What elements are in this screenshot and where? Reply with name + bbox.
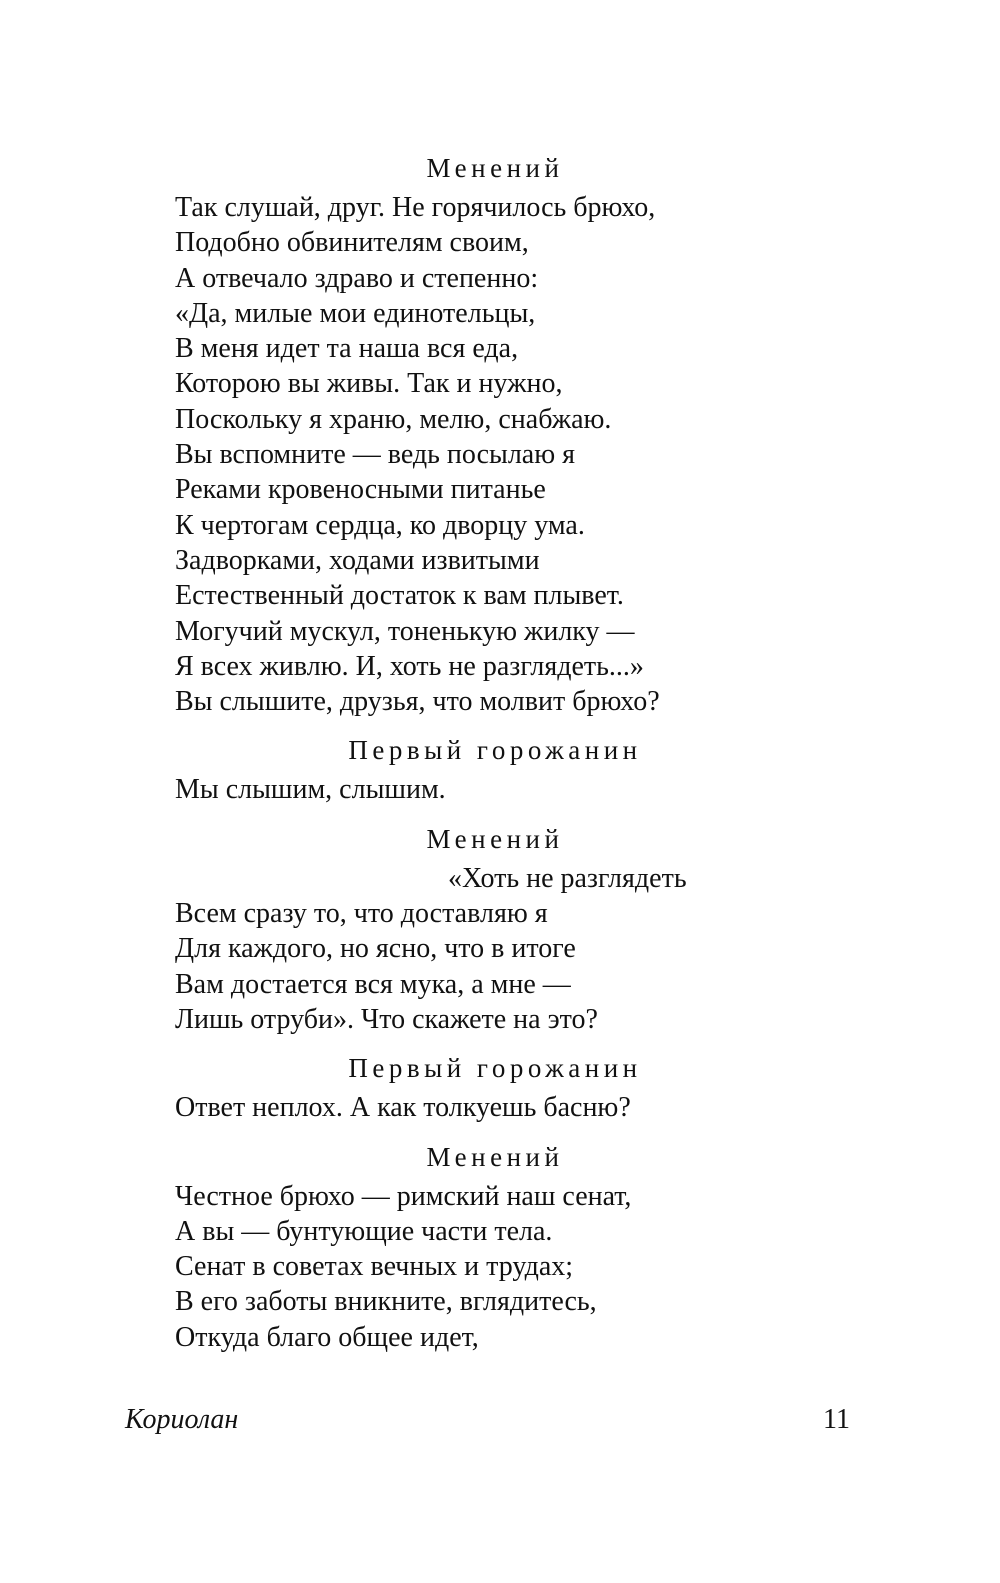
speaker-name: Менений (426, 153, 564, 183)
page-footer (125, 1404, 850, 1444)
verse-line: Которою вы живы. Так и нужно, (175, 368, 563, 400)
verse-line: Ответ неплох. А как толкуешь басню? (175, 1092, 631, 1124)
running-title: Кориолан (125, 1404, 239, 1435)
verse-line: Подобно обвинителям своим, (175, 227, 529, 259)
verse-line: Поскольку я храню, мелю, снабжаю. (175, 403, 612, 435)
verse-line: Вам достается вся мука, а мне — (175, 968, 571, 1000)
verse-line: В его заботы вникните, вглядитесь, (175, 1286, 597, 1318)
verse-line: Так слушай, друг. Не горячилось брюхо, (175, 192, 656, 223)
speaker-name: Менений (426, 823, 564, 854)
verse-line: Реками кровеносными питанье (175, 474, 546, 506)
verse-line: «Да, милые мои единотельцы, (175, 297, 536, 329)
verse-line: Сенат в советах вечных и трудах; (175, 1251, 574, 1283)
verse-line: Могучий мускул, тоненькую жилку — (175, 615, 635, 647)
verse-line: Задворками, ходами извитыми (175, 544, 540, 576)
verse-line: Вы слышите, друзья, что молвит брюхо? (175, 686, 660, 718)
verse-line: А вы — бунтующие части тела. (175, 1215, 553, 1247)
verse-line: Мы слышим, слышим. (175, 774, 446, 806)
page-number: 11 (823, 1404, 850, 1435)
verse-line: Откуда благо общее идет, (175, 1321, 479, 1353)
verse-line: А отвечало здраво и степенно: (175, 262, 539, 294)
play-text (175, 146, 875, 1355)
speaker-name: Первый горожанин (348, 1053, 642, 1084)
verse-line: Естественный достаток к вам плывет. (175, 580, 624, 612)
verse-line-indented: «Хоть не разглядеть (448, 862, 687, 894)
verse-line: Я всех живлю. И, хоть не разглядеть...» (175, 650, 644, 682)
verse-line: Вы вспомните — ведь посылаю я (175, 439, 576, 471)
verse-line: В меня идет та наша вся еда, (175, 333, 519, 365)
verse-line: Для каждого, но ясно, что в итоге (175, 933, 576, 965)
verse-line: Всем сразу то, что доставляю я (175, 898, 548, 930)
speaker-name: Менений (426, 1141, 564, 1172)
verse-line: Лишь отруби». Что скажете на это? (175, 1003, 598, 1035)
verse-line: К чертогам сердца, ко дворцу ума. (175, 509, 585, 541)
verse-line: Честное брюхо — римский наш сенат, (175, 1180, 632, 1212)
speaker-name: Первый горожанин (348, 735, 642, 766)
